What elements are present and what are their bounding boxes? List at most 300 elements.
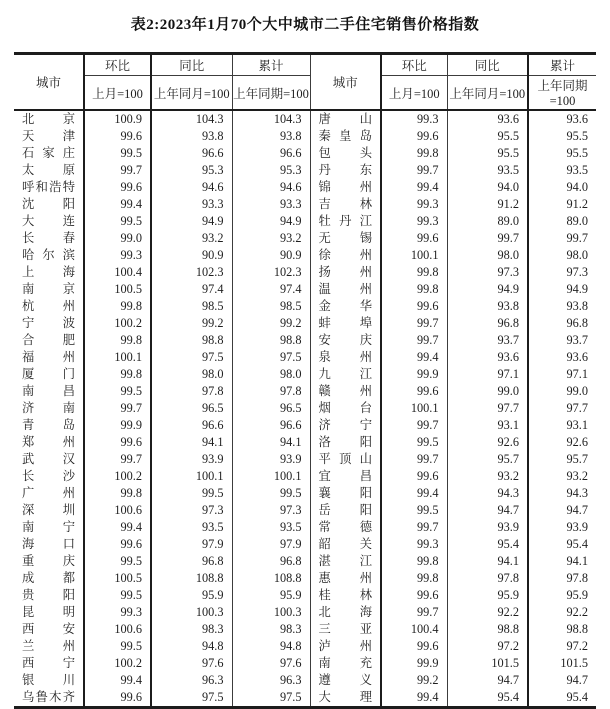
city-cell — [14, 366, 84, 383]
mom-value-cell: 99.5 — [381, 502, 447, 519]
city-cell — [310, 400, 381, 417]
yoy-value-cell: 95.9 — [151, 587, 232, 604]
mom-value-cell: 99.4 — [381, 485, 447, 502]
yoy-value-cell: 89.0 — [447, 213, 528, 230]
cum-value-cell: 95.9 — [232, 587, 310, 604]
mom-value-cell: 99.6 — [84, 434, 151, 451]
yoy-value-cell: 94.9 — [151, 213, 232, 230]
city-name: 青岛 — [22, 418, 75, 432]
city-cell — [310, 366, 381, 383]
mom-value-cell: 99.7 — [381, 315, 447, 332]
city-name: 金华 — [318, 299, 372, 313]
city-name: 西安 — [22, 622, 75, 636]
mom-value-cell: 99.4 — [84, 519, 151, 536]
yoy-value-cell: 94.0 — [447, 179, 528, 196]
cum-value-cell: 95.4 — [566, 537, 588, 551]
yoy-value-cell: 98.5 — [151, 298, 232, 315]
cum-value-cell: 97.9 — [232, 536, 310, 553]
cum-value-cell: 102.3 — [232, 264, 310, 281]
city-name: 乌鲁木齐 — [22, 690, 75, 704]
city-name: 银川 — [22, 673, 75, 687]
cum-value-cell: 97.1 — [566, 367, 588, 381]
yoy-value-cell: 93.3 — [151, 196, 232, 213]
header-cum-right: 累计 — [549, 59, 575, 73]
mom-value-cell: 99.9 — [84, 417, 151, 434]
city-cell — [14, 587, 84, 604]
cum-value-cell: 98.3 — [232, 621, 310, 638]
yoy-value-cell: 96.3 — [151, 672, 232, 689]
mom-value-cell: 99.6 — [381, 230, 447, 247]
header-cum-left: 累计 — [232, 54, 310, 76]
yoy-value-cell: 94.7 — [447, 672, 528, 689]
cum-value-cell: 93.9 — [566, 520, 588, 534]
yoy-value-cell: 97.4 — [151, 281, 232, 298]
table-row — [14, 570, 596, 587]
cum-value-cell: 96.8 — [566, 316, 588, 330]
yoy-value-cell: 99.5 — [151, 485, 232, 502]
cum-value-cell: 93.9 — [232, 451, 310, 468]
cum-value-cell: 94.1 — [566, 554, 588, 568]
city-name: 海口 — [22, 537, 75, 551]
cum-value-cell: 92.2 — [566, 605, 588, 619]
city-cell — [14, 485, 84, 502]
mom-value-cell: 99.8 — [381, 570, 447, 587]
table-row — [14, 298, 596, 315]
cum-value-cell: 97.6 — [232, 655, 310, 672]
city-name: 广州 — [22, 486, 75, 500]
table-row — [14, 468, 596, 485]
yoy-value-cell: 94.8 — [151, 638, 232, 655]
city-name: 武汉 — [22, 452, 75, 466]
cum-value-cell: 99.7 — [566, 231, 588, 245]
cum-value-cell: 93.8 — [232, 128, 310, 145]
city-cell — [14, 247, 84, 264]
mom-value-cell: 99.8 — [381, 145, 447, 162]
city-cell — [14, 655, 84, 672]
yoy-value-cell: 93.6 — [447, 349, 528, 366]
city-cell — [310, 417, 381, 434]
yoy-value-cell: 95.9 — [447, 587, 528, 604]
cum-value-cell: 93.2 — [232, 230, 310, 247]
mom-value-cell: 100.5 — [84, 570, 151, 587]
yoy-value-cell: 97.8 — [151, 383, 232, 400]
cum-value-cell: 95.5 — [566, 129, 588, 143]
city-cell — [310, 553, 381, 570]
city-name: 厦门 — [22, 367, 75, 381]
table-header — [14, 54, 596, 111]
cum-value-cell: 93.3 — [232, 196, 310, 213]
yoy-value-cell: 93.5 — [151, 519, 232, 536]
yoy-value-cell: 96.6 — [151, 145, 232, 162]
mom-value-cell: 99.5 — [84, 383, 151, 400]
city-cell — [14, 621, 84, 638]
yoy-value-cell: 97.2 — [447, 638, 528, 655]
yoy-value-cell: 100.3 — [151, 604, 232, 621]
city-name: 秦皇岛 — [318, 129, 372, 143]
yoy-value-cell: 99.7 — [447, 230, 528, 247]
mom-value-cell: 99.5 — [84, 145, 151, 162]
table-row — [14, 332, 596, 349]
table-row — [14, 587, 596, 604]
city-cell — [14, 417, 84, 434]
yoy-value-cell: 94.3 — [447, 485, 528, 502]
table-row — [14, 196, 596, 213]
yoy-value-cell: 108.8 — [151, 570, 232, 587]
city-name: 三亚 — [318, 622, 372, 636]
city-name: 无锡 — [318, 231, 372, 245]
city-name: 西宁 — [22, 656, 75, 670]
mom-value-cell: 99.8 — [381, 553, 447, 570]
table-row — [14, 315, 596, 332]
city-name: 扬州 — [318, 265, 372, 279]
city-cell — [14, 162, 84, 179]
mom-value-cell: 99.5 — [84, 213, 151, 230]
city-name: 济南 — [22, 401, 75, 415]
table-body — [14, 110, 596, 708]
yoy-value-cell: 98.0 — [151, 366, 232, 383]
header-mom-base-left: 上月=100 — [84, 76, 151, 111]
mom-value-cell: 99.6 — [381, 638, 447, 655]
cum-value-cell: 89.0 — [566, 214, 588, 228]
city-cell — [14, 230, 84, 247]
mom-value-cell: 99.6 — [381, 468, 447, 485]
mom-value-cell: 100.2 — [84, 655, 151, 672]
cum-value-cell: 96.8 — [232, 553, 310, 570]
cum-value-cell: 94.7 — [566, 673, 588, 687]
mom-value-cell: 100.1 — [381, 400, 447, 417]
city-cell — [14, 553, 84, 570]
cum-value-cell: 108.8 — [232, 570, 310, 587]
header-yoy-base-right: 上年同月=100 — [447, 76, 528, 111]
city-name: 锦州 — [318, 180, 372, 194]
yoy-value-cell: 100.1 — [151, 468, 232, 485]
city-name: 温州 — [318, 282, 372, 296]
city-name: 遵义 — [318, 673, 372, 687]
yoy-value-cell: 97.9 — [151, 536, 232, 553]
city-name: 安庆 — [318, 333, 372, 347]
cum-value-cell: 94.1 — [232, 434, 310, 451]
cum-value-cell: 94.9 — [566, 282, 588, 296]
table-row — [14, 417, 596, 434]
table-row — [14, 128, 596, 145]
mom-value-cell: 99.4 — [84, 196, 151, 213]
city-name: 泸州 — [318, 639, 372, 653]
table-row — [14, 162, 596, 179]
header-cum-base-right: 上年同期=100 — [528, 76, 596, 111]
cum-value-cell: 90.9 — [232, 247, 310, 264]
cum-value-cell: 96.6 — [232, 417, 310, 434]
cum-value-cell: 104.3 — [232, 110, 310, 128]
header-yoy-right: 同比 — [447, 54, 528, 76]
cum-value-cell: 92.6 — [566, 435, 588, 449]
mom-value-cell: 99.3 — [84, 247, 151, 264]
table-row — [14, 519, 596, 536]
city-cell — [310, 230, 381, 247]
city-name: 韶关 — [318, 537, 372, 551]
table-row — [14, 366, 596, 383]
cum-value-cell: 97.5 — [232, 349, 310, 366]
price-index-table — [14, 52, 596, 709]
table-row — [14, 281, 596, 298]
yoy-value-cell: 93.6 — [447, 110, 528, 128]
city-name: 湛江 — [318, 554, 372, 568]
mom-value-cell: 99.6 — [84, 536, 151, 553]
yoy-value-cell: 98.0 — [447, 247, 528, 264]
mom-value-cell: 100.4 — [381, 621, 447, 638]
city-name: 惠州 — [318, 571, 372, 585]
cum-value-cell: 99.0 — [566, 384, 588, 398]
city-cell — [310, 519, 381, 536]
mom-value-cell: 99.5 — [84, 587, 151, 604]
city-cell — [310, 264, 381, 281]
yoy-value-cell: 93.9 — [447, 519, 528, 536]
city-cell — [14, 451, 84, 468]
mom-value-cell: 99.7 — [84, 451, 151, 468]
city-name: 常德 — [318, 520, 372, 534]
city-cell — [310, 621, 381, 638]
table-row — [14, 349, 596, 366]
mom-value-cell: 99.4 — [381, 349, 447, 366]
table-row — [14, 621, 596, 638]
header-mom-base-right: 上月=100 — [381, 76, 447, 111]
yoy-value-cell: 102.3 — [151, 264, 232, 281]
table-row — [14, 536, 596, 553]
table-row — [14, 485, 596, 502]
city-cell — [310, 468, 381, 485]
city-cell — [310, 247, 381, 264]
city-name: 泉州 — [318, 350, 372, 364]
mom-value-cell: 99.5 — [84, 553, 151, 570]
yoy-value-cell: 98.8 — [151, 332, 232, 349]
yoy-value-cell: 97.5 — [151, 349, 232, 366]
yoy-value-cell: 97.3 — [447, 264, 528, 281]
mom-value-cell: 99.3 — [381, 110, 447, 128]
mom-value-cell: 99.9 — [381, 366, 447, 383]
city-name: 合肥 — [22, 333, 75, 347]
city-cell — [310, 349, 381, 366]
mom-value-cell: 99.9 — [381, 655, 447, 672]
mom-value-cell: 99.2 — [381, 672, 447, 689]
city-cell — [310, 451, 381, 468]
table-row — [14, 383, 596, 400]
city-cell — [14, 604, 84, 621]
yoy-value-cell: 93.7 — [447, 332, 528, 349]
city-name: 吉林 — [318, 197, 372, 211]
city-cell — [310, 281, 381, 298]
city-cell — [14, 128, 84, 145]
city-cell — [310, 128, 381, 145]
yoy-value-cell: 94.6 — [151, 179, 232, 196]
yoy-value-cell: 97.3 — [151, 502, 232, 519]
yoy-value-cell: 97.5 — [151, 689, 232, 708]
mom-value-cell: 99.3 — [381, 196, 447, 213]
mom-value-cell: 99.7 — [381, 162, 447, 179]
city-name: 福州 — [22, 350, 75, 364]
mom-value-cell: 99.6 — [381, 298, 447, 315]
city-name: 九江 — [318, 367, 372, 381]
mom-value-cell: 99.0 — [84, 230, 151, 247]
yoy-value-cell: 97.8 — [447, 570, 528, 587]
cum-value-cell: 97.8 — [566, 571, 588, 585]
city-name: 郑州 — [22, 435, 75, 449]
city-cell — [310, 162, 381, 179]
mom-value-cell: 99.5 — [84, 638, 151, 655]
yoy-value-cell: 98.3 — [151, 621, 232, 638]
city-name: 北京 — [22, 112, 75, 126]
city-cell — [14, 570, 84, 587]
city-name: 长春 — [22, 231, 75, 245]
cum-value-cell: 96.6 — [232, 145, 310, 162]
cum-value-cell: 94.0 — [566, 180, 588, 194]
city-name: 兰州 — [22, 639, 75, 653]
city-cell — [14, 349, 84, 366]
yoy-value-cell: 95.7 — [447, 451, 528, 468]
city-name: 济宁 — [318, 418, 372, 432]
city-name: 昆明 — [22, 605, 75, 619]
city-name: 南京 — [22, 282, 75, 296]
cum-value-cell: 95.7 — [566, 452, 588, 466]
cum-value-cell: 94.3 — [566, 486, 588, 500]
city-name: 包头 — [318, 146, 372, 160]
table-row — [14, 553, 596, 570]
city-cell — [310, 672, 381, 689]
mom-value-cell: 99.8 — [84, 298, 151, 315]
city-name: 天津 — [22, 129, 75, 143]
cum-value-cell: 99.2 — [232, 315, 310, 332]
city-name: 唐山 — [318, 112, 372, 126]
table-row — [14, 451, 596, 468]
city-cell — [14, 315, 84, 332]
cum-value-cell: 95.5 — [566, 146, 588, 160]
city-cell — [14, 434, 84, 451]
city-name: 呼和浩特 — [22, 180, 75, 194]
table-row — [14, 230, 596, 247]
mom-value-cell: 99.4 — [381, 689, 447, 708]
mom-value-cell: 99.5 — [381, 434, 447, 451]
city-cell — [14, 383, 84, 400]
city-cell — [310, 587, 381, 604]
city-cell — [310, 383, 381, 400]
city-name: 平顶山 — [318, 452, 372, 466]
cum-value-cell: 98.8 — [566, 622, 588, 636]
cum-value-cell: 98.8 — [232, 332, 310, 349]
cum-value-cell: 96.3 — [232, 672, 310, 689]
yoy-value-cell: 93.1 — [447, 417, 528, 434]
cum-value-cell: 95.3 — [232, 162, 310, 179]
cum-value-cell: 93.1 — [566, 418, 588, 432]
city-cell — [310, 110, 381, 128]
mom-value-cell: 100.6 — [84, 621, 151, 638]
mom-value-cell: 100.1 — [84, 349, 151, 366]
cum-value-cell: 93.2 — [566, 469, 588, 483]
city-cell — [310, 485, 381, 502]
city-name: 徐州 — [318, 248, 372, 262]
city-cell — [310, 315, 381, 332]
city-name: 宜昌 — [318, 469, 372, 483]
yoy-value-cell: 93.8 — [447, 298, 528, 315]
cum-value-cell: 98.5 — [232, 298, 310, 315]
city-name: 蚌埠 — [318, 316, 372, 330]
city-name: 重庆 — [22, 554, 75, 568]
city-cell — [14, 298, 84, 315]
city-cell — [310, 570, 381, 587]
city-cell — [310, 638, 381, 655]
header-city-right: 城市 — [310, 54, 381, 111]
mom-value-cell: 100.4 — [84, 264, 151, 281]
table-row — [14, 604, 596, 621]
mom-value-cell: 100.9 — [84, 110, 151, 128]
city-cell — [310, 298, 381, 315]
city-cell — [14, 689, 84, 708]
city-name: 南昌 — [22, 384, 75, 398]
yoy-value-cell: 94.7 — [447, 502, 528, 519]
mom-value-cell: 99.7 — [84, 400, 151, 417]
mom-value-cell: 99.7 — [381, 519, 447, 536]
city-name: 南宁 — [22, 520, 75, 534]
header-row-top — [14, 54, 596, 76]
table-row — [14, 247, 596, 264]
cum-value-cell: 99.5 — [232, 485, 310, 502]
mom-value-cell: 99.6 — [84, 128, 151, 145]
city-name: 成都 — [22, 571, 75, 585]
city-name: 上海 — [22, 265, 75, 279]
cum-value-cell: 94.9 — [232, 213, 310, 230]
city-name: 赣州 — [318, 384, 372, 398]
city-cell — [310, 689, 381, 708]
yoy-value-cell: 92.6 — [447, 434, 528, 451]
city-cell — [310, 145, 381, 162]
header-yoy-left: 同比 — [151, 54, 232, 76]
yoy-value-cell: 96.8 — [151, 553, 232, 570]
yoy-value-cell: 95.4 — [447, 536, 528, 553]
yoy-value-cell: 96.6 — [151, 417, 232, 434]
mom-value-cell: 99.7 — [381, 451, 447, 468]
header-mom-left: 环比 — [84, 54, 151, 76]
yoy-value-cell: 104.3 — [151, 110, 232, 128]
cum-value-cell: 97.5 — [232, 689, 310, 708]
city-cell — [310, 655, 381, 672]
city-cell — [310, 332, 381, 349]
cum-value-cell: 93.6 — [566, 112, 588, 126]
city-name: 大理 — [318, 690, 372, 704]
city-name: 杭州 — [22, 299, 75, 313]
cum-value-cell: 100.1 — [232, 468, 310, 485]
mom-value-cell: 99.7 — [84, 162, 151, 179]
page-title: 表2:2023年1月70个大中城市二手住宅销售价格指数 — [130, 17, 480, 33]
yoy-value-cell: 99.0 — [447, 383, 528, 400]
city-cell — [14, 213, 84, 230]
yoy-value-cell: 94.1 — [151, 434, 232, 451]
yoy-value-cell: 99.2 — [151, 315, 232, 332]
city-name: 大连 — [22, 214, 75, 228]
city-name: 贵阳 — [22, 588, 75, 602]
cum-value-cell: 97.7 — [566, 401, 588, 415]
cum-value-cell: 97.8 — [232, 383, 310, 400]
table-row — [14, 213, 596, 230]
city-name: 洛阳 — [318, 435, 372, 449]
mom-value-cell: 99.7 — [381, 417, 447, 434]
table-row — [14, 502, 596, 519]
mom-value-cell: 100.1 — [381, 247, 447, 264]
city-name: 长沙 — [22, 469, 75, 483]
mom-value-cell: 99.4 — [381, 179, 447, 196]
yoy-value-cell: 96.5 — [151, 400, 232, 417]
yoy-value-cell: 97.1 — [447, 366, 528, 383]
table-row — [14, 179, 596, 196]
yoy-value-cell: 94.1 — [447, 553, 528, 570]
city-cell — [14, 536, 84, 553]
mom-value-cell: 100.2 — [84, 315, 151, 332]
